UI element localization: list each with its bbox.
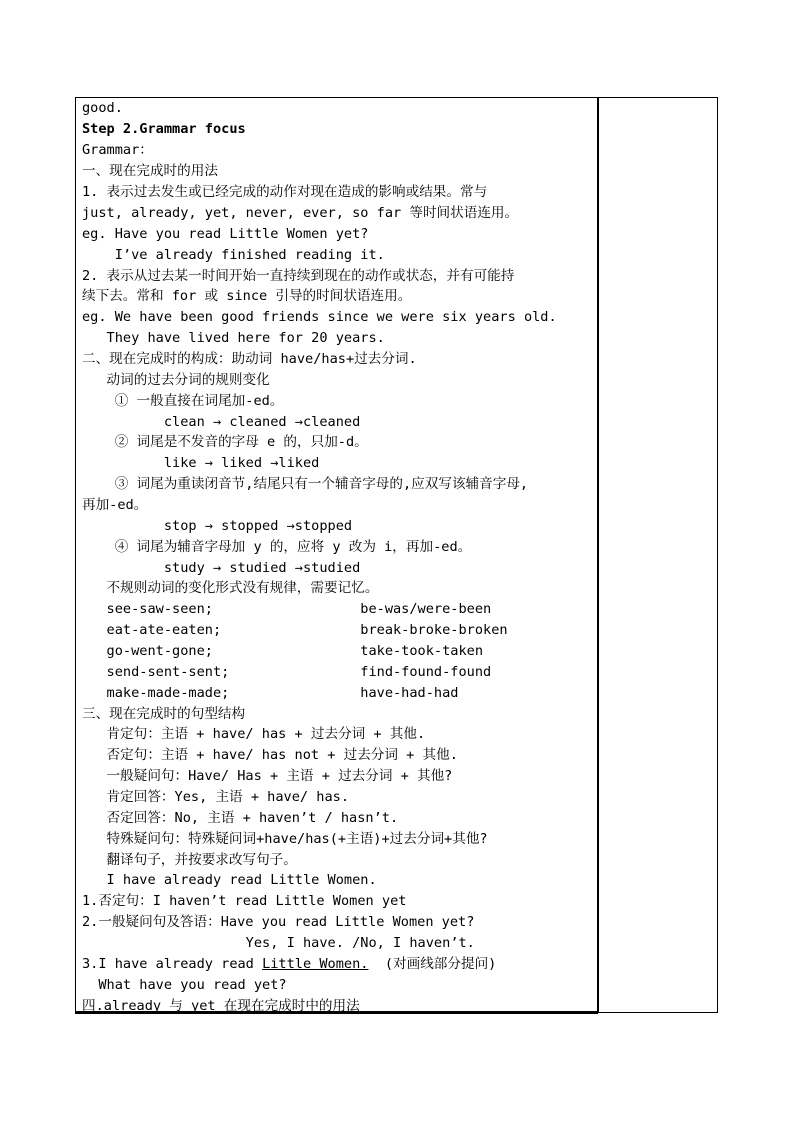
text-part: (对画线部分提问) — [368, 956, 497, 972]
section-heading: 一、现在完成时的用法 — [82, 163, 218, 179]
text-line: 不规则动词的变化形式没有规律，需要记忆。 — [82, 580, 379, 596]
text-line: 翻译句子，并按要求改写句子。 — [82, 852, 297, 868]
text-line: 否定句：主语 + have/ has not + 过去分词 + 其他. — [82, 747, 458, 763]
text-line: 1. 表示过去发生或已经完成的动作对现在造成的影响或结果。常与 — [82, 184, 488, 200]
text-line: They have lived here for 20 years. — [82, 330, 385, 346]
text-line: eg. Have you read Little Women yet? — [82, 226, 369, 242]
text-line: eg. We have been good friends since we were six years old. — [82, 309, 557, 325]
verb-forms-row: send-sent-sent; find-found-found — [82, 664, 492, 680]
text-line: 2.一般疑问句及答语：Have you read Little Women yet? — [82, 914, 475, 930]
text-line: 一般疑问句：Have/ Has + 主语 + 过去分词 + 其他? — [82, 768, 453, 784]
section-heading: 四.already 与 yet 在现在完成时中的用法 — [82, 998, 360, 1014]
text-line: I have already read Little Women. — [82, 872, 377, 888]
text-line: ② 词尾是不发音的字母 e 的，只加-d。 — [82, 434, 368, 450]
verb-forms-row: go-went-gone; take-took-taken — [82, 643, 484, 659]
text-line: clean → cleaned →cleaned — [82, 414, 361, 430]
text-line: ④ 词尾为辅音字母加 y 的，应将 y 改为 i，再加-ed。 — [82, 539, 472, 555]
verb-forms-row: make-made-made; have-had-had — [82, 685, 459, 701]
text-line: 肯定句：主语 + have/ has + 过去分词 + 其他. — [82, 726, 426, 742]
section-heading: 二、现在完成时的构成：助动词 have/has+过去分词. — [82, 351, 417, 367]
text-line: like → liked →liked — [82, 455, 320, 471]
text-part: 3.I have already read — [82, 956, 263, 972]
text-line: I’ve already finished reading it. — [82, 247, 385, 263]
text-line: 否定回答：No, 主语 + haven’t / hasn’t. — [82, 810, 399, 826]
text-line: 1.否定句：I haven’t read Little Women yet — [82, 893, 407, 909]
text-line: Yes, I have. /No, I haven’t. — [82, 935, 475, 951]
text-line: 续下去。常和 for 或 since 引导的时间状语连用。 — [82, 288, 412, 304]
text-line — [82, 954, 496, 974]
verb-forms-row: see-saw-seen; be-was/were-been — [82, 601, 492, 617]
text-line: stop → stopped →stopped — [82, 518, 353, 534]
text-line: 特殊疑问句：特殊疑问词+have/has(+主语)+过去分词+其他? — [82, 831, 488, 847]
column-divider — [597, 97, 599, 1013]
text-line: 动词的过去分词的规则变化 — [82, 372, 270, 388]
text-line: good. — [82, 100, 123, 116]
section-heading: 三、现在完成时的句型结构 — [82, 706, 246, 722]
text-line: just, already, yet, never, ever, so far 等时间状语连用。 — [82, 205, 519, 221]
text-line: ③ 词尾为重读闭音节,结尾只有一个辅音字母的,应双写该辅音字母, — [82, 476, 529, 492]
text-line: 肯定回答：Yes, 主语 + have/ has. — [82, 789, 350, 805]
text-line: What have you read yet? — [82, 977, 287, 993]
text-line: 2. 表示从过去某一时间开始一直持续到现在的动作或状态，并有可能持 — [82, 268, 515, 284]
text-line: study → studied →studied — [82, 560, 361, 576]
verb-forms-row: eat-ate-eaten; break-broke-broken — [82, 622, 508, 638]
step-heading: Step 2.Grammar focus — [82, 121, 246, 137]
text-line: ① 一般直接在词尾加-ed。 — [82, 393, 284, 409]
underlined-phrase: Little Women. — [262, 956, 369, 972]
text-line: Grammar： — [82, 142, 153, 158]
text-line: 再加-ed。 — [82, 497, 148, 513]
